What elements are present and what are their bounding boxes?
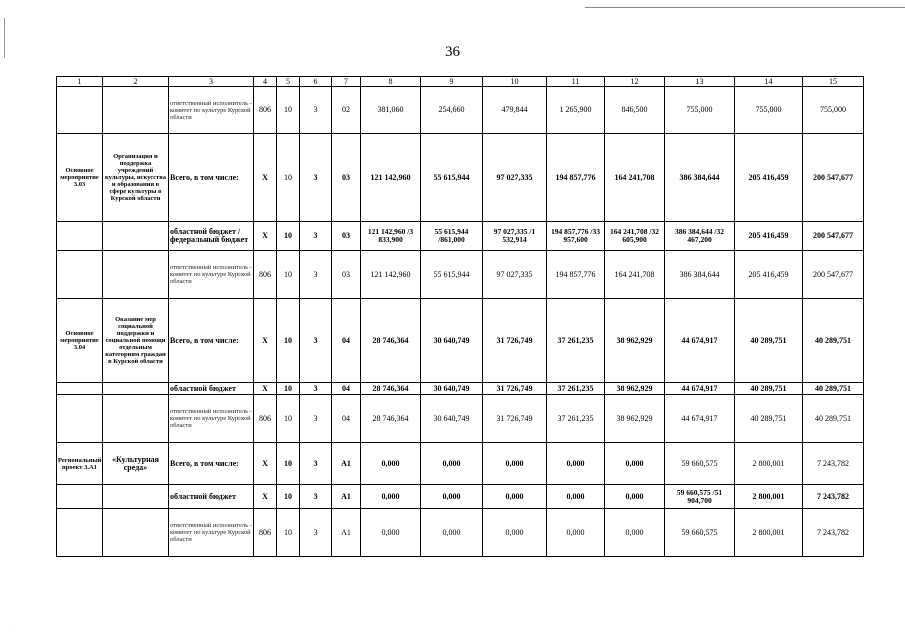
kbk-cell: 806 [254,251,277,299]
header-row [57,77,864,87]
value-cell: 38 962,929 [605,395,665,443]
table-row [57,299,864,383]
kbk-cell: 10 [277,395,300,443]
table-row [57,443,864,485]
row-type-cell: Всего, в том числе: [169,134,254,222]
value-cell: 0,000 [483,485,547,509]
header-cell: 7 [332,77,361,87]
value-cell: 38 962,929 [605,299,665,383]
kbk-cell: 3 [300,87,332,134]
value-cell: 40 289,751 [803,395,864,443]
header-cell: 2 [103,77,169,87]
activity-name-cell: Организация и поддержка учреждений культуры, искусства и образования в сфере культуры в Курской области [103,134,169,222]
kbk-cell: 3 [300,134,332,222]
kbk-cell: X [254,134,277,222]
kbk-cell: 3 [300,299,332,383]
table-row [57,509,864,557]
value-cell: 30 640,749 [421,395,483,443]
kbk-cell: 03 [332,134,361,222]
value-cell: 0,000 [547,485,605,509]
row-cell [103,395,169,443]
value-cell: 0,000 [547,509,605,557]
value-cell: 44 674,917 [665,395,735,443]
row-cell [57,509,103,557]
row-type-cell: областной бюджет [169,485,254,509]
value-cell: 28 746,364 [361,383,421,395]
kbk-cell: X [254,299,277,383]
row-type-cell: ответственный исполнитель - комитет по культуре Курской области [169,87,254,134]
value-cell: 121 142,960 [361,134,421,222]
value-cell: 0,000 [421,509,483,557]
value-cell: 37 261,235 [547,383,605,395]
value-cell: 200 547,677 [803,134,864,222]
row-cell [57,485,103,509]
kbk-cell: 10 [277,222,300,251]
activity-code-cell: Региональный проект 3.А1 [57,443,103,485]
kbk-cell: 10 [277,485,300,509]
value-cell: 30 640,749 [421,383,483,395]
value-cell: 44 674,917 [665,383,735,395]
kbk-cell: X [254,383,277,395]
table-row [57,222,864,251]
row-cell [103,485,169,509]
kbk-cell: 3 [300,443,332,485]
value-cell: 0,000 [361,509,421,557]
value-cell: 254,660 [421,87,483,134]
kbk-cell: 3 [300,509,332,557]
kbk-cell: А1 [332,485,361,509]
value-cell: 164 241,708 /32 605,900 [605,222,665,251]
row-type-cell: ответственный исполнитель - комитет по культуре Курской области [169,251,254,299]
table-row [57,87,864,134]
row-cell [57,383,103,395]
kbk-cell: 3 [300,222,332,251]
value-cell: 55 615,944 [421,134,483,222]
activity-name-cell: «Культурная среда» [103,443,169,485]
page-number: 36 [445,44,460,60]
kbk-cell: 3 [300,383,332,395]
value-cell: 381,060 [361,87,421,134]
row-cell [57,395,103,443]
value-cell: 386 384,644 /32 467,200 [665,222,735,251]
kbk-cell: 04 [332,395,361,443]
value-cell: 30 640,749 [421,299,483,383]
row-type-cell: ответственный исполнитель - комитет по культуре Курской области [169,395,254,443]
value-cell: 97 027,335 [483,251,547,299]
value-cell: 0,000 [605,443,665,485]
value-cell: 40 289,751 [803,383,864,395]
kbk-cell: 03 [332,251,361,299]
table-row [57,134,864,222]
kbk-cell: 10 [277,251,300,299]
row-type-cell: Всего, в том числе: [169,299,254,383]
value-cell: 38 962,929 [605,383,665,395]
value-cell: 194 857,776 [547,134,605,222]
kbk-cell: 04 [332,299,361,383]
kbk-cell: X [254,222,277,251]
value-cell: 44 674,917 [665,299,735,383]
value-cell: 59 660,575 /51 904,700 [665,485,735,509]
row-type-cell: Всего, в том числе: [169,443,254,485]
table-row [57,251,864,299]
value-cell: 0,000 [421,485,483,509]
budget-table [56,76,864,557]
value-cell: 97 027,335 [483,134,547,222]
value-cell: 205 416,459 [735,251,803,299]
value-cell: 0,000 [605,509,665,557]
value-cell: 755,000 [665,87,735,134]
kbk-cell: 10 [277,87,300,134]
value-cell: 846,500 [605,87,665,134]
value-cell: 2 800,001 [735,509,803,557]
value-cell: 205 416,459 [735,222,803,251]
kbk-cell: 04 [332,383,361,395]
value-cell: 0,000 [421,443,483,485]
kbk-cell: 3 [300,251,332,299]
row-cell [103,222,169,251]
value-cell: 0,000 [483,509,547,557]
value-cell: 31 726,749 [483,299,547,383]
value-cell: 40 289,751 [735,383,803,395]
value-cell: 200 547,677 [803,222,864,251]
value-cell: 55 615,944 [421,251,483,299]
row-type-cell: областной бюджет [169,383,254,395]
header-cell: 11 [547,77,605,87]
value-cell: 59 660,575 [665,509,735,557]
header-cell: 9 [421,77,483,87]
value-cell: 0,000 [361,443,421,485]
activity-code-cell: Основное мероприятие 3.03 [57,134,103,222]
value-cell: 31 726,749 [483,395,547,443]
row-cell [103,251,169,299]
header-cell: 15 [803,77,864,87]
row-type-cell: ответственный исполнитель - комитет по культуре Курской области [169,509,254,557]
header-cell: 14 [735,77,803,87]
value-cell: 28 746,364 [361,299,421,383]
value-cell: 0,000 [547,443,605,485]
value-cell: 0,000 [483,443,547,485]
kbk-cell: 02 [332,87,361,134]
value-cell: 1 265,900 [547,87,605,134]
value-cell: 37 261,235 [547,299,605,383]
value-cell: 31 726,749 [483,383,547,395]
value-cell: 121 142,960 /3 833,900 [361,222,421,251]
value-cell: 205 416,459 [735,134,803,222]
header-cell: 10 [483,77,547,87]
header-cell: 6 [300,77,332,87]
header-cell: 13 [665,77,735,87]
value-cell: 28 746,364 [361,395,421,443]
value-cell: 0,000 [605,485,665,509]
kbk-cell: А1 [332,509,361,557]
scan-mark: · [10,628,12,634]
kbk-cell: 806 [254,87,277,134]
top-rule [585,7,905,8]
value-cell: 200 547,677 [803,251,864,299]
row-cell [57,251,103,299]
header-cell: 8 [361,77,421,87]
header-cell: 4 [254,77,277,87]
kbk-cell: 806 [254,395,277,443]
kbk-cell: X [254,443,277,485]
row-cell [57,87,103,134]
kbk-cell: 806 [254,509,277,557]
value-cell: 386 384,644 [665,251,735,299]
value-cell: 37 261,235 [547,395,605,443]
kbk-cell: 10 [277,383,300,395]
value-cell: 7 243,782 [803,443,864,485]
kbk-cell: X [254,485,277,509]
value-cell: 55 615,944 /861,000 [421,222,483,251]
table-row [57,485,864,509]
kbk-cell: 10 [277,443,300,485]
value-cell: 2 800,001 [735,485,803,509]
value-cell: 59 660,575 [665,443,735,485]
kbk-cell: 3 [300,485,332,509]
kbk-cell: 10 [277,134,300,222]
value-cell: 755,000 [803,87,864,134]
row-cell [57,222,103,251]
value-cell: 2 800,001 [735,443,803,485]
table-row [57,383,864,395]
value-cell: 40 289,751 [735,395,803,443]
row-type-cell: областной бюджет /федеральный бюджет [169,222,254,251]
value-cell: 0,000 [361,485,421,509]
value-cell: 97 027,335 /1 532,914 [483,222,547,251]
value-cell: 121 142,960 [361,251,421,299]
value-cell: 164 241,708 [605,251,665,299]
kbk-cell: А1 [332,443,361,485]
value-cell: 386 384,644 [665,134,735,222]
row-cell [103,509,169,557]
activity-name-cell: Оказание мер социальной поддержки и социальной помощи отдельным категориям граждан в Курской области [103,299,169,383]
header-cell: 3 [169,77,254,87]
header-cell: 1 [57,77,103,87]
kbk-cell: 03 [332,222,361,251]
row-cell [103,87,169,134]
value-cell: 164 241,708 [605,134,665,222]
value-cell: 194 857,776 [547,251,605,299]
value-cell: 194 857,776 /33 957,600 [547,222,605,251]
kbk-cell: 10 [277,509,300,557]
value-cell: 479,844 [483,87,547,134]
table-row [57,395,864,443]
kbk-cell: 3 [300,395,332,443]
value-cell: 7 243,782 [803,485,864,509]
row-cell [103,383,169,395]
kbk-cell: 10 [277,299,300,383]
value-cell: 40 289,751 [735,299,803,383]
activity-code-cell: Основное мероприятие 3.04 [57,299,103,383]
value-cell: 40 289,751 [803,299,864,383]
value-cell: 7 243,782 [803,509,864,557]
header-cell: 5 [277,77,300,87]
value-cell: 755,000 [735,87,803,134]
header-cell: 12 [605,77,665,87]
